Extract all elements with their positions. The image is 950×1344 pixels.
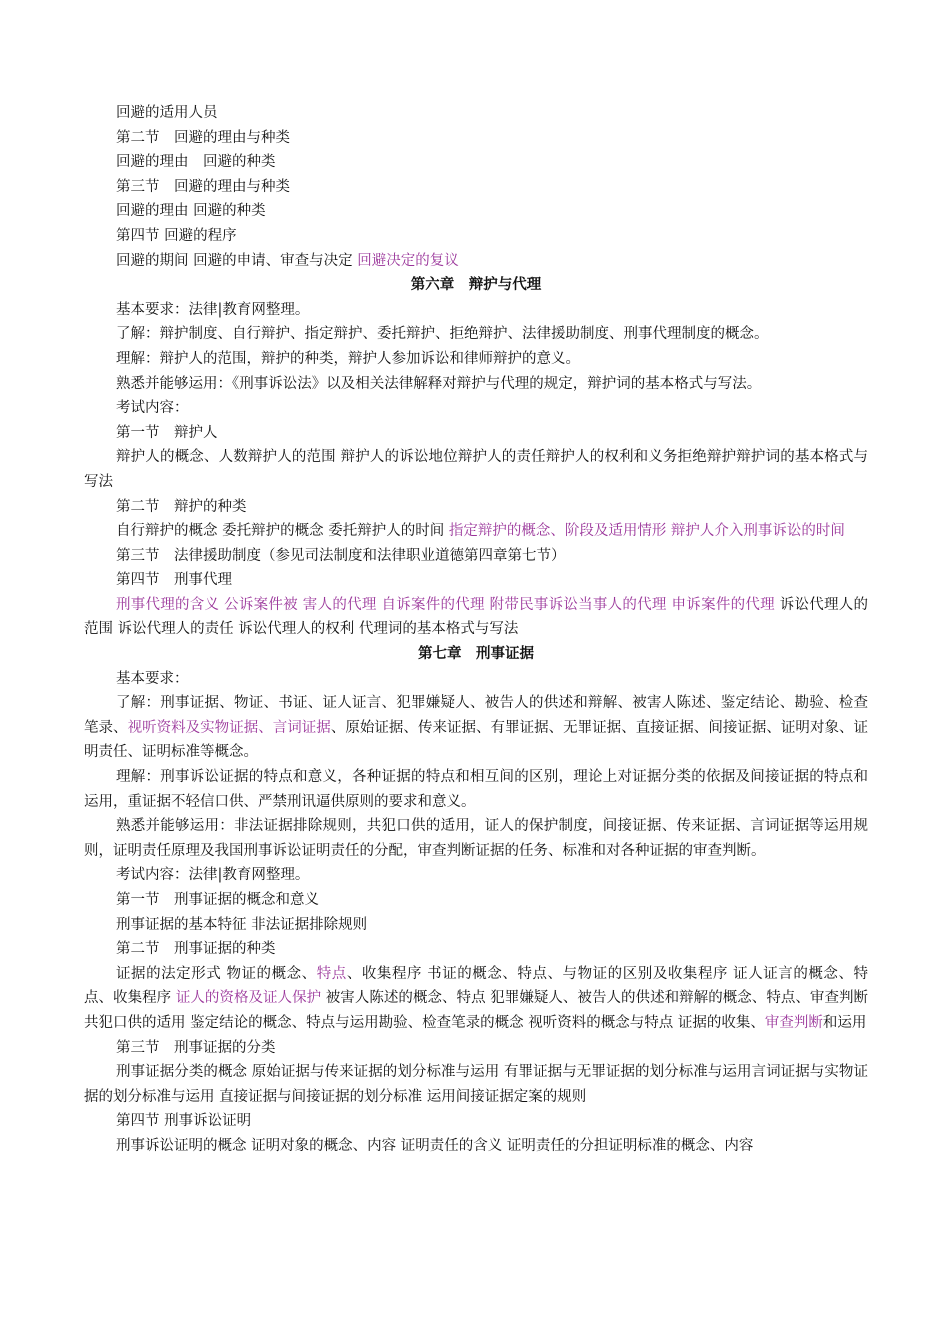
- paragraph: [84, 544, 868, 569]
- text-segment: 考试内容：法律|教育网整理。: [116, 867, 310, 884]
- text-segment: 、收集程序 书证的概念、特点、与物证的区别及收集程序 证人证言的概念、特点、收集程序: [84, 965, 869, 1007]
- text-segment: 诉讼代理人的范围 诉讼代理人的责任 诉讼代理人的权利 代理词的基本格式与写法: [84, 596, 869, 638]
- text-segment: 基本要求：法律|教育网整理。: [116, 301, 310, 318]
- paragraph: [84, 593, 868, 642]
- paragraph: [84, 249, 868, 274]
- text-segment: 刑事诉讼证明的概念 证明对象的概念、内容 证明责任的含义 证明责任的分担证明标准的概念、内容: [116, 1137, 754, 1154]
- paragraph: [84, 691, 868, 765]
- paragraph: [84, 101, 868, 126]
- text-segment: 第四节 回避的程序: [116, 227, 237, 244]
- paragraph: [84, 175, 868, 200]
- highlighted-text: 刑事代理的含义 公诉案件被 害人的代理 自诉案件的代理 附带民事诉讼当事人的代理 申诉案件的代理: [116, 596, 775, 613]
- paragraph: [84, 1109, 868, 1134]
- paragraph: [84, 199, 868, 224]
- paragraph: [84, 962, 868, 1036]
- paragraph: [84, 150, 868, 175]
- paragraph: [84, 322, 868, 347]
- text-segment: 回避的理由 回避的种类: [116, 203, 266, 220]
- text-segment: 辩护人的概念、人数辩护人的范围 辩护人的诉讼地位辩护人的责任辩护人的权利和义务拒绝辩护辩护词的基本格式与写法: [84, 449, 868, 490]
- text-segment: 第一节 刑事证据的概念和意义: [116, 892, 319, 908]
- paragraph: [84, 937, 868, 962]
- text-segment: 自行辩护的概念 委托辩护的概念 委托辩护人的时间: [116, 523, 449, 540]
- paragraph: [84, 519, 868, 544]
- highlighted-text: 指定辩护的概念、阶段及适用情形 辩护人介入刑事诉讼的时间: [448, 523, 845, 540]
- text-segment: 第二节 回避的理由与种类: [116, 129, 290, 146]
- text-segment: 刑事证据分类的概念 原始证据与传来证据的划分标准与运用 有罪证据与无罪证据的划分标准与运用言词证据与实物证据的划分标准与运用 直接证据与间接证据的划分标准 运用间接证据定案的规则: [84, 1064, 868, 1105]
- paragraph: [84, 1060, 868, 1109]
- document-page: [84, 101, 868, 1159]
- paragraph: [84, 888, 868, 913]
- paragraph: [84, 667, 868, 692]
- text-segment: 第四节 刑事代理: [116, 572, 232, 589]
- text-segment: 第六章 辩护与代理: [410, 276, 542, 294]
- paragraph: [84, 421, 868, 446]
- text-segment: 熟悉并能够运用：非法证据排除规则，共犯口供的适用，证人的保护制度，间接证据、传来证据、言词证据等运用规则，证明责任原理及我国刑事诉讼证明责任的分配，审查判断证据的任务、标准和对各种证据的审查判断。: [84, 818, 868, 859]
- paragraph: [84, 568, 868, 593]
- paragraph: [84, 765, 868, 814]
- text-segment: 证据的法定形式 物证的概念、: [116, 965, 317, 982]
- paragraph: [84, 1036, 868, 1061]
- text-segment: 第二节 辩护的种类: [116, 498, 247, 515]
- text-segment: 、原始证据、传来证据、有罪证据、无罪证据、直接证据、间接证据、证明对象、证明责任、证明标准等概念。: [84, 719, 869, 761]
- text-segment: 熟悉并能够运用：《刑事诉讼法》以及相关法律解释对辩护与代理的规定，辩护词的基本格式与写法。: [116, 375, 762, 392]
- paragraph: [84, 298, 868, 323]
- chapter-heading: [84, 273, 868, 298]
- paragraph: [84, 863, 868, 888]
- text-segment: 第一节 辩护人: [116, 424, 218, 441]
- text-segment: 回避的期间 回避的申请、审查与决定: [116, 252, 358, 269]
- paragraph: [84, 445, 868, 494]
- paragraph: [84, 913, 868, 938]
- text-segment: 考试内容：: [116, 400, 189, 417]
- text-segment: 第四节 刑事诉讼证明: [116, 1113, 252, 1130]
- text-segment: 理解：刑事诉讼证据的特点和意义，各种证据的特点和相互间的区别，理论上对证据分类的依据及间接证据的特点和运用，重证据不轻信口供、严禁刑讯逼供原则的要求和意义。: [84, 769, 868, 810]
- text-segment: 第二节 刑事证据的种类: [116, 941, 276, 958]
- highlighted-text: 审查判断: [764, 1014, 823, 1031]
- highlighted-text: 视听资料及实物证据、言词证据: [127, 719, 331, 736]
- highlighted-text: 回避决定的复议: [357, 252, 459, 269]
- text-segment: 理解：辩护人的范围，辩护的种类，辩护人参加诉讼和律师辩护的意义。: [116, 350, 580, 367]
- paragraph: [84, 372, 868, 397]
- paragraph: [84, 126, 868, 151]
- paragraph: [84, 396, 868, 421]
- text-segment: 刑事证据的基本特征 非法证据排除规则: [116, 916, 368, 933]
- text-segment: 了解：刑事证据、物证、书证、证人证言、犯罪嫌疑人、被告人的供述和辩解、被害人陈述、鉴定结论、勘验、检查笔录、: [84, 695, 868, 736]
- paragraph: [84, 814, 868, 863]
- text-segment: 第三节 回避的理由与种类: [116, 178, 290, 195]
- paragraph: [84, 347, 868, 372]
- text-segment: 回避的理由 回避的种类: [116, 154, 276, 171]
- text-segment: 基本要求：: [116, 670, 189, 687]
- paragraph: [84, 1134, 868, 1159]
- text-segment: 了解：辩护制度、自行辩护、指定辩护、委托辩护、拒绝辩护、法律援助制度、刑事代理制度的概念。: [116, 326, 769, 343]
- text-segment: 被害人陈述的概念、特点 犯罪嫌疑人、被告人的供述和辩解的概念、特点、审查判断 共犯口供的适用 鉴定结论的概念、特点与运用勘验、检查笔录的概念 视听资料的概念与特点 证据的收集、: [84, 990, 869, 1031]
- text-segment: 回避的适用人员: [116, 105, 218, 121]
- paragraph: [84, 495, 868, 520]
- text-segment: 第三节 法律援助制度（参见司法制度和法律职业道德第四章第七节）: [116, 547, 566, 564]
- highlighted-text: 证人的资格及证人保护: [175, 990, 322, 1007]
- text-segment: 第七章 刑事证据: [418, 645, 534, 663]
- highlighted-text: 特点: [316, 965, 347, 982]
- text-segment: 第三节 刑事证据的分类: [116, 1039, 276, 1056]
- chapter-heading: [84, 642, 868, 667]
- text-segment: 和运用: [822, 1014, 867, 1031]
- paragraph: [84, 224, 868, 249]
